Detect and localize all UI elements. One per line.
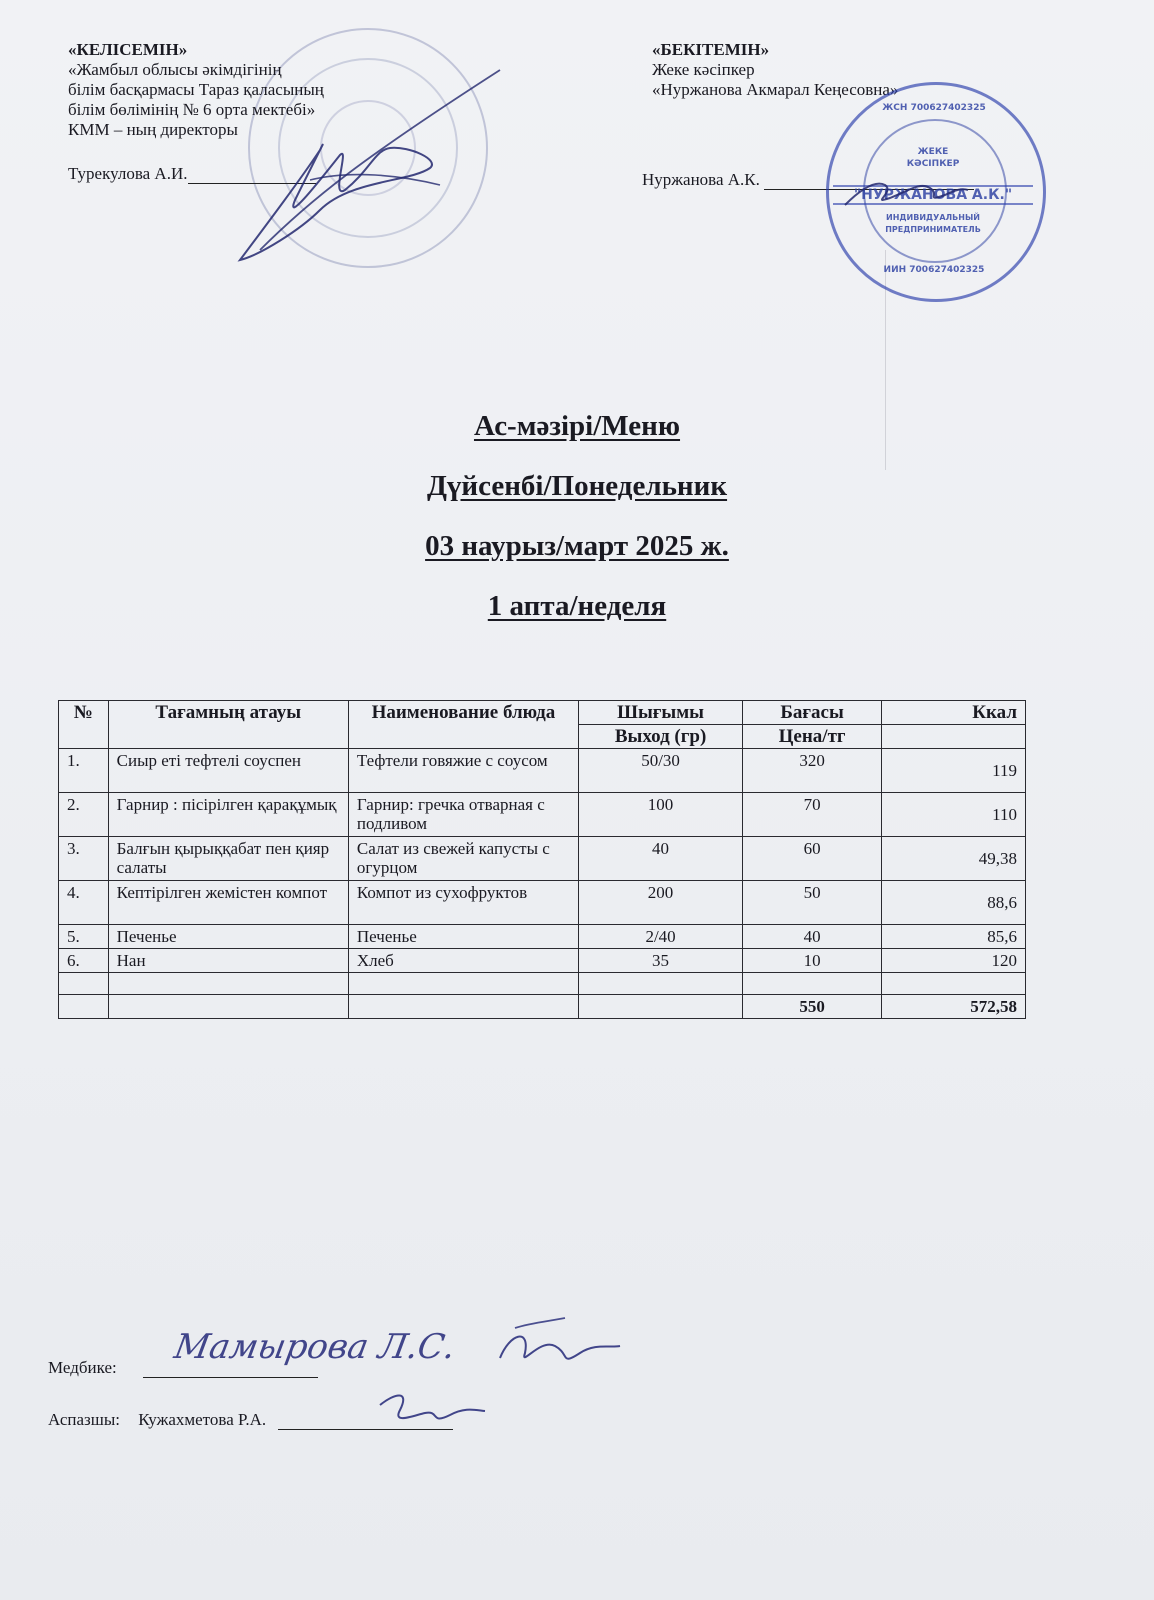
cell-price: 60 [743, 837, 882, 881]
total-row [59, 995, 1026, 1019]
stamp-line: ИНДИВИДУАЛЬНЫЙ [886, 213, 980, 222]
empty-cell [348, 973, 578, 995]
empty-cell [743, 973, 882, 995]
cell-name-ru: Печенье [348, 925, 578, 949]
header-no: № [59, 701, 109, 749]
header-output-ru: Выход (гр) [578, 725, 742, 749]
agreed-signer: Турекулова А.И. [68, 164, 188, 183]
cell-no: 5. [59, 925, 109, 949]
director-signature [200, 60, 520, 270]
cell-output: 35 [578, 949, 742, 973]
cell-name-kz: Гарнир : пісірілген қарақұмық [108, 793, 348, 837]
cell-output: 2/40 [578, 925, 742, 949]
empty-cell [348, 995, 578, 1019]
entrepreneur-signature [840, 170, 970, 220]
stamp-name: "НУРЖАНОВА А.К." [833, 185, 1033, 205]
agreed-line: КММ – ның директоры [68, 120, 238, 139]
cell-kcal: 85,6 [882, 925, 1026, 949]
approved-line: «Нуржанова Акмарал Кеңесовна» [652, 80, 899, 99]
cell-price: 50 [743, 881, 882, 925]
table-row [59, 949, 1026, 973]
cell-price: 320 [743, 749, 882, 793]
cell-name-ru: Гарнир: гречка отварная с подливом [348, 793, 578, 837]
cell-name-kz: Нан [108, 949, 348, 973]
cell-name-ru: Хлеб [348, 949, 578, 973]
cell-name-kz: Сиыр еті тефтелі соуспен [108, 749, 348, 793]
cell-no: 3. [59, 837, 109, 881]
cell-price: 70 [743, 793, 882, 837]
cell-name-kz: Балғын қырыққабат пен қияр салаты [108, 837, 348, 881]
stamp-line: ЖЕКЕ [917, 147, 949, 157]
cell-output: 40 [578, 837, 742, 881]
cell-name-ru: Компот из сухофруктов [348, 881, 578, 925]
cell-kcal: 120 [882, 949, 1026, 973]
header-kcal: Ккал [882, 701, 1026, 725]
approved-heading: «БЕКІТЕМІН» [652, 40, 770, 59]
empty-cell [59, 973, 109, 995]
cell-no: 6. [59, 949, 109, 973]
cell-name-kz: Печенье [108, 925, 348, 949]
cell-kcal: 119 [882, 749, 1026, 793]
empty-cell [108, 995, 348, 1019]
header-price-kz: Бағасы [743, 701, 882, 725]
cell-name-kz: Кептірілген жемістен компот [108, 881, 348, 925]
cell-price: 40 [743, 925, 882, 949]
cell-no: 2. [59, 793, 109, 837]
stamp-line: КӘСІПКЕР [906, 159, 960, 169]
table-row [59, 973, 1026, 995]
empty-cell [578, 973, 742, 995]
table-row [59, 749, 1026, 793]
cell-price: 10 [743, 949, 882, 973]
cell-output: 100 [578, 793, 742, 837]
total-kcal: 572,58 [882, 995, 1026, 1019]
cell-name-ru: Тефтели говяжие с соусом [348, 749, 578, 793]
nurse-signature-text: Мамырова Л.С. [171, 1327, 459, 1367]
cell-no: 1. [59, 749, 109, 793]
stamp-ring-bottom: ИИН 700627402325 [883, 265, 985, 275]
table-row [59, 793, 1026, 837]
week-title: 1 апта/неделя [487, 590, 667, 622]
header-price-ru: Цена/тг [743, 725, 882, 749]
cook-name: Кужахметова Р.А. [138, 1410, 267, 1429]
agreed-heading: «КЕЛІСЕМІН» [68, 40, 188, 59]
nurse-label: Медбике: [48, 1358, 117, 1377]
header-name-kz: Тағамның атауы [108, 701, 348, 749]
table-row [59, 881, 1026, 925]
header-output-kz: Шығымы [578, 701, 742, 725]
approved-line: Жеке кәсіпкер [652, 60, 755, 79]
empty-cell [882, 973, 1026, 995]
table-row [59, 837, 1026, 881]
empty-cell [578, 995, 742, 1019]
page-title: Ас-мәзірі/Меню [473, 410, 681, 442]
approved-signer: Нуржанова А.К. [642, 170, 760, 189]
agreed-line: білім басқармасы Тараз қаласының [68, 80, 324, 99]
menu-titles [0, 410, 1154, 650]
menu-table [58, 700, 1026, 1019]
cell-name-ru: Салат из свежей капусты с огурцом [348, 837, 578, 881]
empty-cell [59, 995, 109, 1019]
nurse-signature [170, 1318, 630, 1378]
table-row [59, 925, 1026, 949]
cell-kcal: 88,6 [882, 881, 1026, 925]
cell-kcal: 49,38 [882, 837, 1026, 881]
cell-kcal: 110 [882, 793, 1026, 837]
empty-cell [108, 973, 348, 995]
agreed-line: «Жамбыл облысы әкімдігінің [68, 60, 282, 79]
stamp-ring-top: ЖСН 700627402325 [882, 103, 986, 113]
cook-label: Аспазшы: [48, 1410, 120, 1429]
agreed-line: білім бөлімінің № 6 орта мектебі» [68, 100, 316, 119]
day-title: Дүйсенбі/Понедельник [426, 470, 728, 502]
header-kcal-empty [882, 725, 1026, 749]
cell-no: 4. [59, 881, 109, 925]
cell-output: 200 [578, 881, 742, 925]
cell-output: 50/30 [578, 749, 742, 793]
cook-signature [370, 1385, 490, 1430]
date-title: 03 наурыз/март 2025 ж. [425, 530, 729, 562]
stamp-line: ПРЕДПРИНИМАТЕЛЬ [885, 225, 981, 234]
total-price: 550 [743, 995, 882, 1019]
header-name-ru: Наименование блюда [348, 701, 578, 749]
